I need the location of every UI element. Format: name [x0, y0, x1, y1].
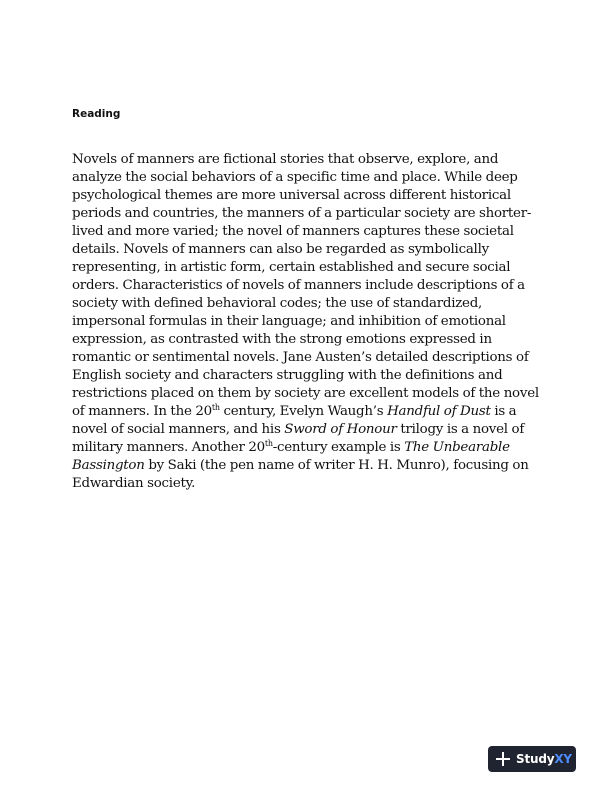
reading-paragraph: [72, 151, 542, 493]
superscript: th: [211, 403, 220, 412]
brand-accent: XY: [554, 752, 572, 766]
studyxy-badge[interactable]: [488, 746, 576, 772]
section-heading: Reading: [72, 108, 121, 120]
text-segment: Novels of manners are fictional stories that observe, explore, and analyze the social behaviors of a specific time and place. While deep psychological themes are more universal across different historical periods and countries, the manners of a particular society are shorter-lived and more varied; the novel of manners captures these societal details. Novels of manners can also be regarded as symbolically representing, in artistic form, certain established and secure social orders. Characteristics of novels of manners include descriptions of a society with defined behavioral codes; the use of standardized, impersonal formulas in their language; and inhibition of emotional expression, as contrasted with the strong emotions expressed in romantic or sentimental novels. Jane Austen’s detailed descriptions of English society and characters struggling with the definitions and restrictions placed on them by society are excellent models of the novel of manners. In the 20: [72, 152, 539, 419]
book-title: Handful of Dust: [387, 404, 491, 419]
book-title: The Unbearable Bassington: [72, 440, 510, 473]
book-title: Sword of Honour: [284, 422, 397, 437]
text-segment: by Saki (the pen name of writer H. H. Munro), focusing on Edwardian society.: [72, 458, 529, 491]
text-segment: trilogy is a novel of military manners. Another 20: [72, 422, 525, 455]
brand-name: [516, 752, 572, 766]
text-segment: century, Evelyn Waugh’s: [219, 404, 388, 419]
superscript: th: [264, 439, 273, 448]
plus-icon: [496, 752, 510, 766]
text-segment: is a novel of social manners, and his: [72, 404, 517, 437]
brand-main: Study: [516, 752, 555, 766]
text-segment: -century example is: [272, 440, 405, 455]
